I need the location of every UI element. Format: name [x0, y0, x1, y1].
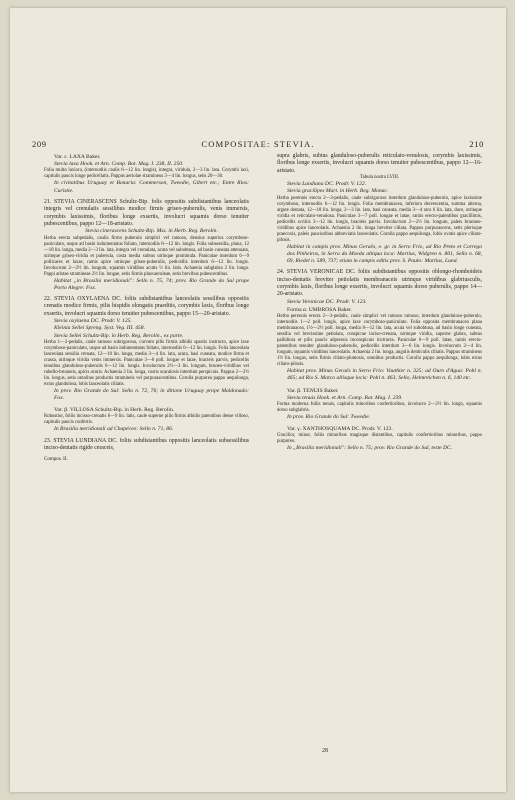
right-column: [277, 153, 482, 453]
left-paragraph: 23. STEVIA LUNDIANA DC. foliis subdistantibus oppositis lanceolatis subsessilibus inciso-dentatis rigide ceraceis,: [44, 437, 249, 452]
right-paragraph: In prov. Rio Grande do Sul: Tweedie.: [287, 414, 371, 421]
right-page-number: 210: [469, 139, 484, 149]
right-paragraph: [277, 383, 482, 387]
right-paragraph: Habitat in campis prov. Minas Geraës, e. gr. in Serro Frio, ad Rio Preto et Corrego dos Pinheiros, in Serra da Moeda altiqua loca: Martius, Widgren n. 801, Sello n. 68, 69, Riedel n. 589, 737; etiam in campis editis prov. S. Paulo: Martius, Lund.: [287, 243, 482, 265]
left-paragraph: 21. STEVIA CINERASCENS Schultz-Bip. folis oppositis subdistantibus lanceolatis integris vel crenulatis sessilibus modice firmis griseo-puberulis, venis immersis, corymbis laxissimis, floribus longe exsertis, involucri squamis dorso tenuiter pubescentibus, pappo 12—18-aristato.: [44, 198, 249, 228]
right-paragraph: supra glabris, subtus glanduloso-puberulis reticulato-venulosis, corymbis laxissimis, floribus longe exsertis, involucri squamis dorso tenuiter pubescentibus, pappo 12—16-aristato.: [277, 153, 482, 174]
left-paragraph: Herba 1—2-pedalis, caule ramoso subrigoroso, curvum pilis firmis albidis sparsis instructo, apice laxe corymboso-paniculato, usque ad basin indumentatus foliato, internodiis 6—12 lin. longis. Folia lanceolata lanceolata sessilia crenata, 12—18 lin. longa, media 3—4 lin. lata, acuta, basi cuneata, modice firma et crassa, utrinque viridia venis immersis. Paniculae 3—6 poll. longae et latae, bracteis parvis, pedicellis tenuibus glanduloso-puberulis 6—12 lin. longis. Involucrum 2½—3 lin. longum, bruneo-viridibus vel rubello-brunneis, apicis acutis. Achaenia 2 lin. longa, costis scarulosis interdum perspicuis. Pappus 2—2½ lin. longus, setis omnibus productis stramineis vel purpurascentibus. Corolla purpurea pappo aequilonga, extus glandulosa, lobis lanceolatis ciliatis.: [44, 339, 249, 387]
left-paragraph: Folia multo laxiora, (internodiis caulis 6—12 lin. longis), integra, viridula, 2—3 lin. lata. Corymbi laxi, capitulis paucis longe pedicellatis. Pappus aeriolae stramineus 3—4 lin. longus, setis 20—30.: [44, 168, 249, 180]
book-spread: [10, 8, 506, 792]
right-paragraph: Tabula nostra LVIII.: [359, 175, 400, 181]
left-paragraph: In civitatibus Uruguay et Bonaria: Commerson, Tweedie, Gibert etc.; Entre Rios: Curistie.: [54, 180, 249, 194]
running-header: [32, 139, 484, 149]
left-paragraph: Var. β. VILLOSA Schultz-Bip. in Herb. Reg. Berolin.: [54, 407, 175, 414]
left-paragraph: In Brasilia meridionali ad Chapéceo: Sello n. 71, 86.: [54, 426, 174, 433]
left-paragraph: Kleinia Sellei Spreng. Syst. Veg. III. 458.: [54, 325, 145, 332]
right-paragraph: Var. γ. XANTHOSQUAMA DC. Prodr. V. 123.: [287, 426, 393, 433]
left-paragraph: Stevia cinerascens Schultz-Bip. Mss. in Herb. Reg. Berolin.: [85, 228, 218, 235]
right-paragraph: 24. STEVIA VERONICAE DC. foliis subdistantibus oppositis oblongo-rhomboideis inciso-dentatis breviter petiolatis membranaceis utrinque viridibus glabriusculis, corymbis laxis, floribus longe exsertis, involucri squamis dorso puberulis, pappo 14—20-aristato.: [277, 269, 482, 298]
right-paragraph: Habitat prov. Minas Geraës in Serro Frio: Vauthier n. 325; ad Ouro d'Agua: Pohl n. 465; ad Rio S. Marco allisque locis: Pohl n. 463, Sello, Helmreichen n. 6, 140 etc.: [287, 368, 482, 382]
left-page-number: 209: [32, 139, 47, 149]
left-paragraph: Compos. II.: [44, 456, 68, 462]
right-paragraph: [277, 421, 482, 425]
right-paragraph: Stevia Lundiana DC. Prodr. V. 122.: [287, 181, 367, 188]
right-paragraph: Herba perennis erecta 2—3-pedalis, caule simplici vel ramoso ramoso, interdum glanduloso-puberulo, internodiis 1—2 poll. longis, apice laxe corymboso-paniculato. Folia opposita membranacea plana membranacea, 1½—2½ poll. longa, media 8—12 lin. lata, acuta vel subobtusa, ad basin longe cuneata, sessilia vel brevissime petiolata, conspicue inciso-crenata, utrinque viridia, superne glabra, subtus pallidiora et pilis paucis adpressis inconspicuis inctructa. Paniculae 6—9 poll. latae, ramis erecto-patentibus tenuiter glanduloso-puberulis, pedicellis interdum 3—6 lin. longis. Involucrum 2—4 lin. longum, squamis viridibus lanceolatis. Achaenia 2 lin. longa, angulis denticulis ciliatis. Pappus stramineus 1½ lin. longus, setis firmis ciliato-plumosis, omnibus productis. Corolla pappo aequilonga, lobis extus ciliato-pilosis.: [277, 314, 482, 368]
left-paragraph: 22. STEVIA OXYLAENA DC. foliis subdistantibus lanceolatis sessilibus oppositis crenatis modice firmis, pilis hispidis elongatis praeditis, corymbis laxis, floribus longe exsertis, involucri squamis dorso tenuiter pubescentibus, pappo 15—20-aristato.: [44, 296, 249, 317]
left-paragraph: [44, 402, 249, 406]
right-paragraph: Var. β. TENUIS Baker.: [287, 387, 339, 394]
right-paragraph: Stevia gracilipes Mart. in Herb. Reg. Monac.: [287, 188, 389, 195]
left-paragraph: In prov. Rio Grande do Sul: Sello n. 72, 76; in ditione Uruguay prope Maldonado: Fox.: [54, 387, 249, 402]
left-paragraph: Stevia Sellei Schultz-Bip. in Herb. Reg. Berolin., ex parte.: [54, 332, 184, 339]
left-paragraph: Robustior, foliis incisso-crenatis 6—9 lin. latis, caule superne pilis firmis albidis patentibus dense villoso, capitulis paucis confertis.: [44, 414, 249, 426]
left-column: [44, 153, 249, 463]
right-paragraph: Forma α. UMBROSA Baker.: [287, 307, 352, 314]
right-paragraph: In „Brasilia meridionali": Sello n. 75; prov. Rio Grande do Sul, teste DC.: [287, 445, 453, 452]
right-paragraph: Herba perennis erecta 2—3-pedalis, caule subrigoroso interdum glanduloso-puberulo, apice laxissime corymboso, internodiis 6—12 lin. longis. Folia membranacea, inferiora decrescentia, summa alterna, argute dentata, 12—18 lin. longa, 2—3 lin. lata, basi cuneata, media 3—4 raro 6 lin. lata, duce, utrinque viridia et reticulato-venulosa. Paniculae 3—7 poll. longae et latae, ramis erecto-patentibus gracillimis, pedicellis scriiiis 3—12 lin. longis, bracteis parvis. Involucrum 2—2½ lin. longum, paleis brunneo-viridibus apice lanceolatis. Achaenia 2 lin. longa breviter ciliata. Pappus purpurascens, setis plerisque praecoxis, paleis paucioribus abbreviatis lanceolatis. Corolla pappo aequilonga, lobis ovatis apice ciliato-pilosis.: [277, 195, 482, 243]
left-paragraph: Habitat „in Brasilia meridionali": Sello n. 75, 74; prov. Rio Grande do Sul prope Porto Alegre: Fox.: [54, 277, 249, 291]
left-paragraph: Stevia laxa Hook. et Arn. Comp. Bot. Mag. I. 238, II. 250.: [54, 161, 184, 168]
right-paragraph: Forma moderna foliis tenuis, capitulis minoribus confertioribus, involucro 2—2½ lin. longo, squamis dorso subglabris.: [277, 402, 482, 414]
footer-page-number: 28: [322, 748, 328, 754]
right-paragraph: Stevia tenuis Hook. et Arn. Comp. Bot. Mag. I. 239.: [287, 394, 403, 401]
left-paragraph: Stevia oxylaena DC. Prodr. V. 125.: [54, 318, 132, 325]
running-title: COMPOSITAE: STEVIA.: [201, 139, 315, 149]
right-paragraph: Gracilior, minor, foliis minoribus magisque distantibus, capitulis confertioribus minoribus, pappo purpureo.: [277, 433, 482, 445]
left-paragraph: Herba erecta subpedalis, caulis firmo puberulo simplici vel ramoso, densius superius corymbose-paniculato, usque ad basin indumentatus foliato, internodiis 6—12 lin. longis. Folia subsessilia, plana, 12—18 lin. longa, media 2—3 lin. lata, integra vel crenulata, acuta vel subobtusa, ad basin cuneata attenuata, utrinque griseo-viridia et puberula, costa media subtus utrinque prominula. Paniculae interdum 6—9 pollicares et laxae, ramis apice utrinque griseo-puberulis, pedicellis interdum 6—12 lin. longis. Involucrum 2—2½ lin. longum, squamis viridibus acutis ½ lin. latis. Achaenia subglabra 2 lin. longa. Pappi aristae stramineae 2½ lin. longae, setis firmis pluscaeruleae, setis brevibus pubescentibus.: [44, 235, 249, 277]
right-paragraph: Stevia Veronicae DC. Prodr. V. 123.: [287, 298, 367, 305]
left-paragraph: Var. ε. LAXA Baker.: [54, 154, 101, 160]
